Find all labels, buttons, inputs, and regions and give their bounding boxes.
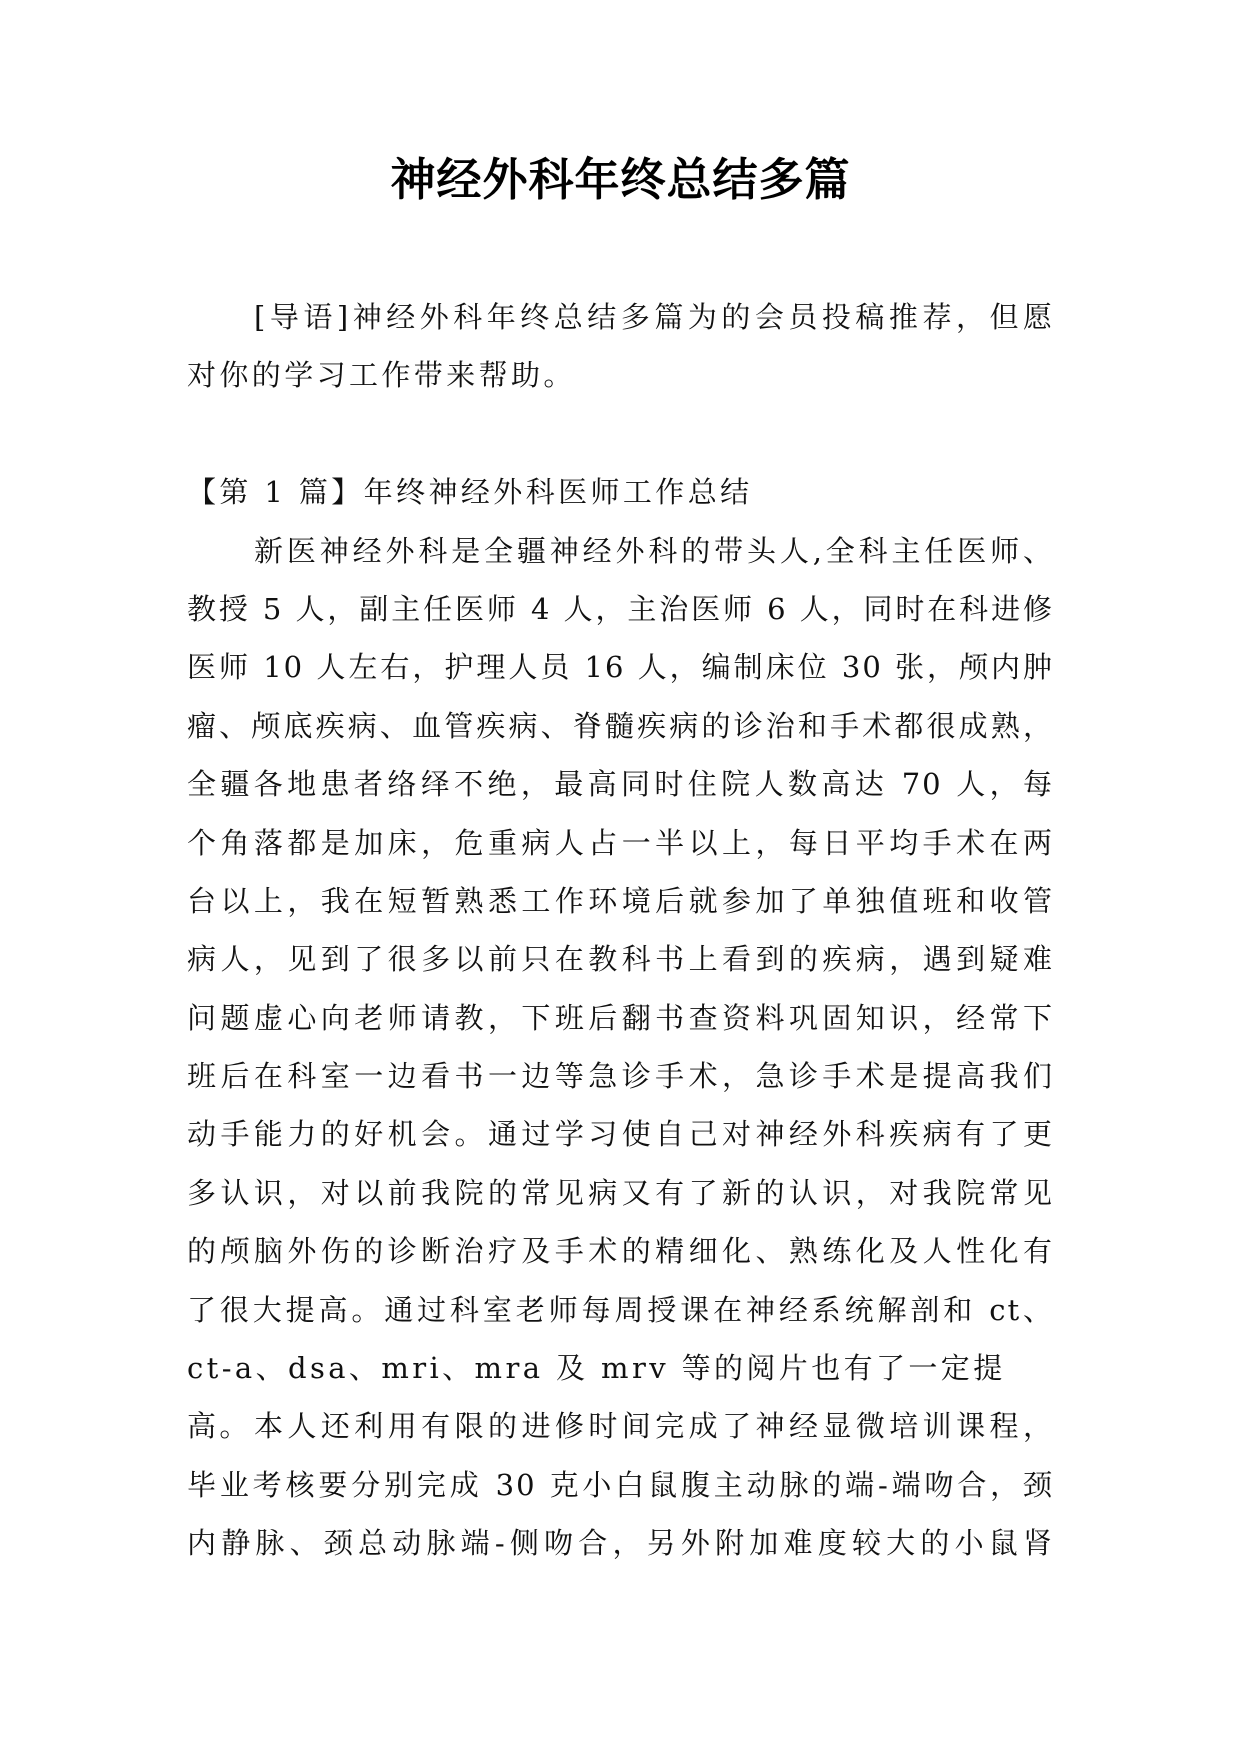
paragraph-line: 毕业考核要分别完成 30 克小白鼠腹主动脉的端-端吻合，颈: [187, 1467, 1054, 1502]
paragraph-line: 本人还利用有限的进修时间完成了神经显微培训课程，: [254, 1409, 1054, 1444]
paragraph-line: 病人，见到了很多以前只在教科书上看到的疾病，遇到疑难: [187, 942, 1054, 977]
paragraph-line: ct-a、dsa、mri、mra 及 mrv 等的阅片也有了一定提高。: [187, 1351, 1006, 1444]
paragraph-line: 动手能力的好机会。通过学习使自己对神经外科疾病有了更: [187, 1117, 1054, 1152]
paragraph-line: 的颅脑外伤的诊断治疗及手术的精细化、熟练化及人性化有: [187, 1234, 1054, 1269]
paragraph-line: 个角落都是加床，危重病人占一半以上，每日平均手术在两: [187, 825, 1054, 860]
paragraph-line: 问题虚心向老师请教，下班后翻书查资料巩固知识，经常下: [187, 1000, 1054, 1035]
paragraph-line: 台以上，我在短暂熟悉工作环境后就参加了单独值班和收管: [187, 883, 1054, 918]
intro-paragraph: [187, 288, 1054, 405]
paragraph-line: 内静脉、颈总动脉端-侧吻合，另外附加难度较大的小鼠肾: [187, 1526, 1054, 1561]
paragraph-line: 瘤、颅底疾病、血管疾病、脊髓疾病的诊治和手术都很成熟，: [187, 708, 1054, 743]
body-paragraph: [187, 1397, 1054, 1572]
paragraph-line: 医师 10 人左右，护理人员 16 人，编制床位 30 张，颅内肿: [187, 650, 1054, 685]
paragraph-line: [导语]神经外科年终总结多篇为的会员投稿推荐，但愿: [254, 300, 1054, 334]
paragraph-line: 班后在科室一边看书一边等急诊手术，急诊手术是提高我们: [187, 1059, 1054, 1094]
paragraph-line: 教授 5 人，副主任医师 4 人，主治医师 6 人，同时在科进修: [187, 591, 1054, 626]
paragraph-line: 了很大提高。通过科室老师每周授课在神经系统解剖和 ct、: [187, 1292, 1054, 1327]
paragraph-line: 对你的学习工作带来帮助。: [187, 358, 576, 393]
paragraph-line: 多认识，对以前我院的常见病又有了新的认识，对我院常见: [187, 1175, 1054, 1210]
document-body: [187, 288, 1054, 1573]
paragraph-line: 全疆各地患者络绎不绝，最高同时住院人数高达 70 人，每: [187, 767, 1054, 802]
document-title: 神经外科年终总结多篇: [390, 153, 851, 206]
section-heading: 【第 1 篇】年终神经外科医师工作总结: [187, 475, 753, 510]
paragraph-line: 新医神经外科是全疆神经外科的带头人,全科主任医师、: [254, 533, 1054, 568]
section: [187, 463, 1054, 1572]
